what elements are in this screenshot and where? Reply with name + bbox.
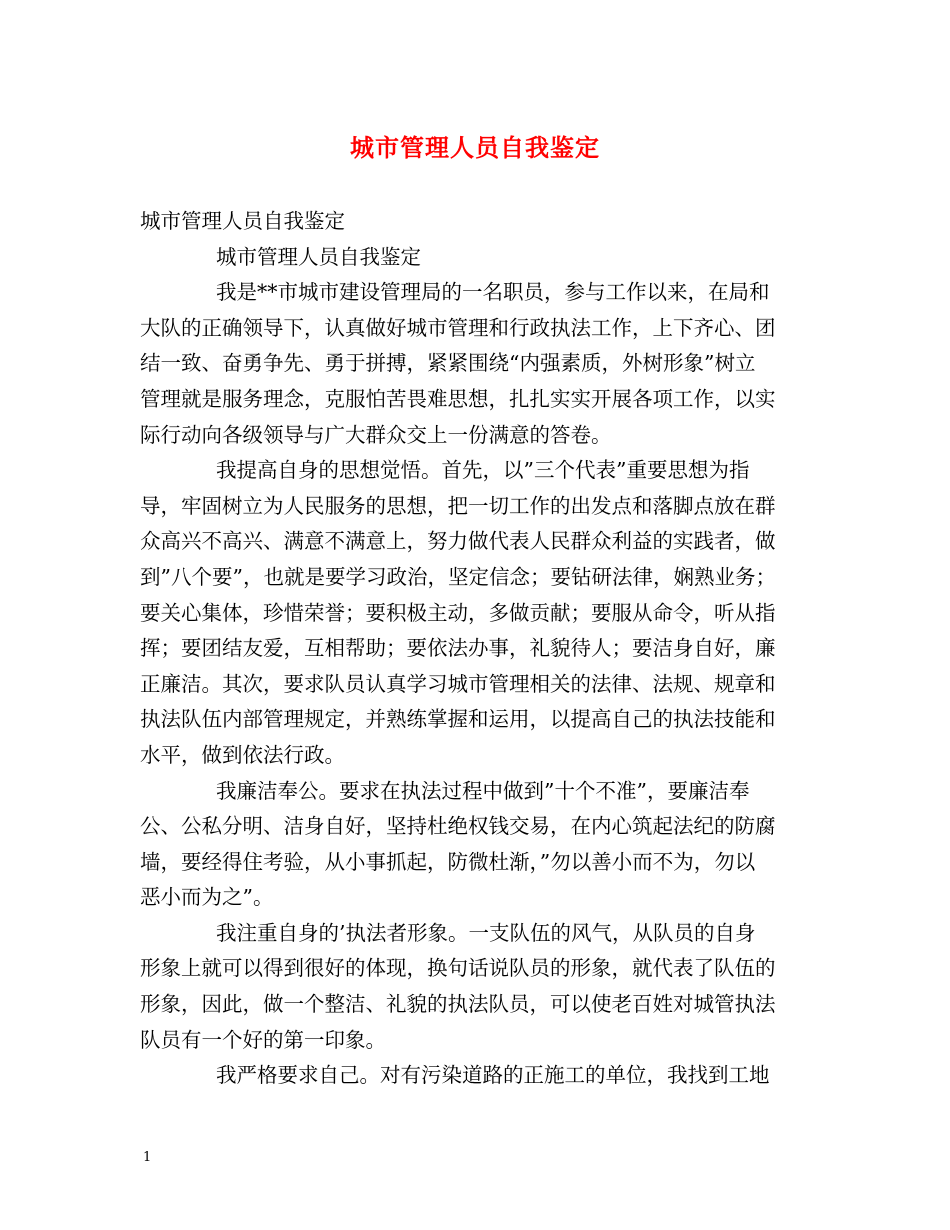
text-line: 执法队伍内部管理规定，并熟练掌握和运用，以提高自己的执法技能和 (140, 707, 776, 732)
text-line: 际行动向各级领导与广大群众交上一份满意的答卷。 (140, 422, 612, 447)
text-line: 到”八个要”，也就是要学习政治，坚定信念；要钻研法律，娴熟业务； (140, 564, 776, 589)
text-line: 公、公私分明、洁身自好，坚持杜绝权钱交易，在内心筑起法纪的防腐 (140, 814, 776, 839)
text-line: 我严格要求自己。对有污染道路的正施工的单位，我找到工地 (216, 1063, 770, 1088)
text-line: 管理就是服务理念，克服怕苦畏难思想，扎扎实实开展各项工作，以实 (140, 386, 776, 411)
text-line: 大队的正确领导下，认真做好城市管理和行政执法工作，上下齐心、团 (140, 315, 776, 340)
text-line: 我注重自身的’执法者形象。一支队伍的风气，从队员的自身 (216, 920, 756, 945)
text-line: 结一致、奋勇争先、勇于拼搏，紧紧围绕“内强素质，外树形象”树立 (140, 351, 756, 376)
page-number: 1 (143, 1150, 152, 1165)
text-line: 我提高自身的思想觉悟。首先，以”三个代表”重要思想为指 (216, 458, 750, 483)
text-line: 我是**市城市建设管理局的一名职员，参与工作以来，在局和 (216, 280, 770, 305)
text-line: 形象上就可以得到很好的体现，换句话说队员的形象，就代表了队伍的 (140, 956, 776, 981)
text-line: 形象，因此，做一个整洁、礼貌的执法队员，可以使老百姓对城管执法 (140, 992, 776, 1017)
text-line: 挥；要团结友爱，互相帮助；要依法办事，礼貌待人；要洁身自好，廉 (140, 636, 776, 661)
text-line: 我廉洁奉公。要求在执法过程中做到”十个不准”，要廉洁奉 (216, 778, 750, 803)
text-line: 导，牢固树立为人民服务的思想，把一切工作的出发点和落脚点放在群 (140, 493, 776, 518)
text-line: 城市管理人员自我鉴定 (140, 209, 345, 233)
text-line: 水平，做到依法行政。 (140, 742, 345, 767)
text-line: 正廉洁。其次，要求队员认真学习城市管理相关的法律、法规、规章和 (140, 671, 776, 696)
text-line: 队员有一个好的第一印象。 (140, 1027, 386, 1052)
text-line: 要关心集体，珍惜荣誉；要积极主动，多做贡献；要服从命令，听从指 (140, 600, 776, 625)
document-title: 城市管理人员自我鉴定 (350, 133, 600, 162)
text-line: 众高兴不高兴、满意不满意上，努力做代表人民群众利益的实践者，做 (140, 529, 776, 554)
document-body (140, 204, 812, 1094)
text-line: 城市管理人员自我鉴定 (216, 244, 421, 269)
text-line: 墙，要经得住考验，从小事抓起，防微杜渐，”勿以善小而不为，勿以 (140, 849, 756, 874)
text-line: 恶小而为之”。 (140, 885, 274, 910)
